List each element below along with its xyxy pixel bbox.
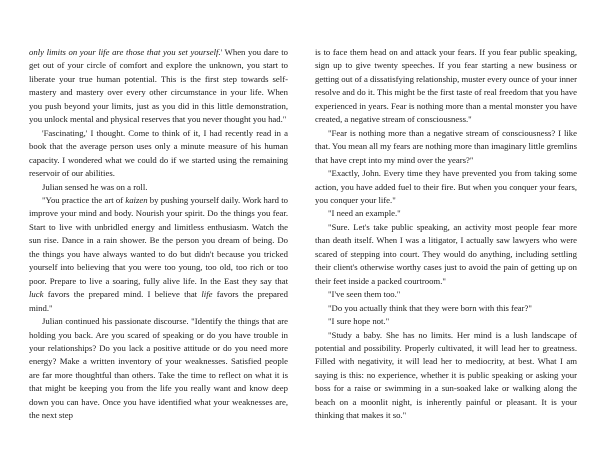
body-text: favors the prepared mind."	[29, 289, 288, 313]
body-text: by pushing yourself daily. Work hard to improve your mind and body. Nourish your spirit. Do the things you fear. Start to live with unbridled energy and limitless enthusiasm. Watch the sun rise. Dance in a rain shower. Be the person you dream of being. Do the things you have always wanted to do but didn't because you tricked yourself into believing that you were too young, too old, too rich or too poor. Prepare to live a soaring, fully alive life. In the East they say that	[29, 194, 288, 286]
body-text: "I need an example."	[328, 208, 401, 219]
body-paragraph	[315, 46, 577, 127]
body-paragraph	[315, 167, 577, 207]
body-text: "I've seen them too."	[328, 289, 401, 300]
left-page	[29, 46, 288, 423]
body-text: ' When you dare to get out of your circle of comfort and explore the unknown, you start to liberate your true human potential. This is the first step towards self-mastery and mastery over every other circumstance in your life. When you push beyond your limits, just as you did in this little demonstration, you unlock mental and physical reserves that you never thought you had."	[29, 47, 288, 125]
body-paragraph	[315, 302, 577, 315]
body-text: "Sure. Let's take public speaking, an activity most people fear more than death itself. When I was a litigator, I actually saw lawyers who were scared of stepping into court. They would do anything, including settling their client's otherwise worthy cases just to avoid the pain of getting up on their feet inside a packed courtroom."	[315, 221, 577, 286]
body-paragraph	[315, 127, 577, 167]
body-paragraph	[315, 288, 577, 301]
italic-text: kaizen	[125, 194, 148, 205]
body-text: "Study a baby. She has no limits. Her mind is a lush landscape of potential and possibility. Properly cultivated, it will lead her to greatness. Filled with negativity, it will lead her to mediocrity, at best. What I am saying is this: no experience, whether it is public speaking or asking your boss for a raise or swimming in a sun-soaked lake or walking along the beach on a moonlit night, is inherently painful or pleasant. It is your thinking that makes it so."	[315, 329, 577, 421]
body-paragraph	[29, 46, 288, 127]
body-text: "Do you actually think that they were born with this fear?"	[328, 302, 532, 313]
body-text: is to face them head on and attack your fears. If you fear public speaking, sign up to give twenty speeches. If you fear starting a new business or getting out of a dissatisfying relationship, muster every ounce of your inner resolve and do it. This might be the first taste of real freedom that you have experienced in years. Fear is nothing more than a mental monster you have created, a negative stream of consciousness."	[315, 47, 578, 125]
body-paragraph	[29, 194, 288, 315]
body-text: "Fear is nothing more than a negative stream of consciousness? I like that. You mean all my fears are nothing more than imaginary little gremlins that have crept into my mind over the years?"	[315, 127, 578, 165]
body-text: "Exactly, John. Every time they have prevented you from taking some action, you have added fuel to their fire. But when you conquer your fears, you conquer your life."	[315, 168, 577, 205]
body-paragraph	[29, 127, 288, 181]
body-text: Julian sensed he was on a roll.	[42, 181, 148, 192]
body-paragraph	[315, 329, 577, 423]
body-text: "I sure hope not."	[328, 316, 390, 327]
body-paragraph	[315, 315, 577, 328]
body-text: "You practice the art of	[42, 194, 126, 205]
body-paragraph	[29, 181, 288, 194]
italic-text: luck	[29, 289, 44, 300]
body-paragraph	[315, 221, 577, 288]
body-paragraph	[315, 207, 577, 220]
body-text: Julian continued his passionate discourse. "Identify the things that are holding you back. Are you scared of speaking or do you have trouble in your relationships? Do you lack a positive attitude or do you need more energy? Make a written inventory of your weaknesses. Satisfied people are far more thoughtful than others. Take the time to reflect on what it is that might be keeping you from the life you really want and know deep down you can have. Once you have identified what your weaknesses are, the next step	[29, 316, 288, 421]
body-text: favors the prepared mind. I believe that	[43, 289, 202, 300]
body-paragraph	[29, 315, 288, 423]
right-page	[315, 46, 577, 423]
italic-text: only limits on your life are those that you set yourself.	[29, 47, 221, 57]
page-gutter	[300, 0, 301, 472]
body-text: 'Fascinating,' I thought. Come to think of it, I had recently read in a book that the average person uses only a minute measure of his human capacity. I wondered what we could do if we started using the remaining reservoir of our abilities.	[29, 127, 288, 179]
italic-text: life	[201, 289, 213, 300]
